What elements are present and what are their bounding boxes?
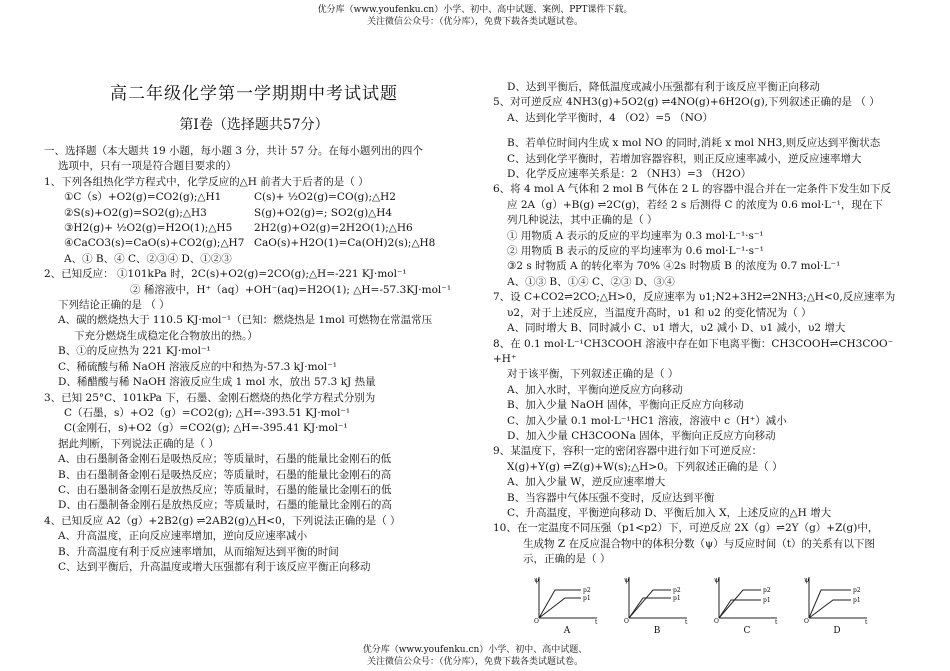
header-line-1: 优分库（www.youfenku.cn）小学、初中、高中试题、案例、PPT课件下载。 bbox=[317, 5, 633, 15]
y-label: ψ bbox=[714, 575, 720, 584]
q1-eq-4b: CaO(s)+H2O(1)=Ca(OH)2(s);△H8 bbox=[254, 237, 436, 250]
q1-stem: 1、下列各组热化学方程式中，化学反应的△H 前者大于后者的是（ ） bbox=[44, 175, 369, 188]
page-footer bbox=[0, 644, 950, 668]
y-label: ψ bbox=[534, 575, 540, 584]
q3-stem: 3、已知 25°C、101kPa 下，石墨、金刚石燃烧的热化学方程式分别为 bbox=[44, 391, 376, 404]
q9-option-c-d: C、升高温度，平衡逆向移动 D、平衡后加入 X，上述反应的△H 增大 bbox=[507, 506, 832, 519]
q8-option-b: B、加入少量 NaOH 固体，平衡向正反应方向移动 bbox=[507, 399, 744, 412]
q2-line-1: 2、已知反应： ①101kPa 时，2C(s)+O2(g)=2CO(g);△H=-221 KJ·mol⁻¹ bbox=[44, 268, 407, 281]
graph-a-plot bbox=[533, 574, 601, 624]
q1-eq-3a: ③H2(g)+ ½O2(g)=H2O(1);△H5 bbox=[64, 222, 233, 235]
q3-option-a: A、由石墨制备金刚石是吸热反应；等质量时，石墨的能量比金刚石的低 bbox=[58, 453, 392, 466]
curve-p2 bbox=[629, 598, 671, 618]
q7-stem-1: 7、设 C+CO2⇌2CO;△H>0，反应速率为 υ1;N2+3H2⇌2NH3;△H<0,反应速率为 bbox=[493, 291, 896, 304]
curve-label-p1: p1 bbox=[853, 596, 861, 604]
q2-option-d: D、稀醋酸与稀 NaOH 溶液反应生成 1 mol 水，放出 57.3 kJ 热量 bbox=[58, 376, 376, 389]
q4-option-b: B、升高温度有利于反应速率增加，从而缩短达到平衡的时间 bbox=[58, 545, 339, 558]
q3-option-d: D、由石墨制备金刚石是放热反应；等质量时，石墨的能量比金刚石的高 bbox=[58, 499, 392, 512]
graph-d-plot bbox=[803, 574, 871, 624]
curve-label-p2: p2 bbox=[763, 586, 771, 594]
q5-option-c: C、达到化学平衡时，若增加容器容积，则正反应速率减小，逆反应速率增大 bbox=[507, 152, 862, 165]
curve-label-p1: p1 bbox=[583, 594, 591, 602]
q1-row-2 bbox=[44, 206, 464, 221]
graph-d bbox=[803, 574, 871, 639]
y-label: ψ bbox=[804, 575, 810, 584]
q6-statement-1: ① 用物质 A 表示的反应的平均速率为 0.3 mol·L⁻¹·s⁻¹ bbox=[507, 229, 764, 242]
section-title: 第Ⅰ卷（选择题共57分） bbox=[179, 117, 329, 133]
q8-stem-1: 8、在 0.1 mol·L⁻¹CH3COOH 溶液中存在如下电离平衡：CH3COOH⇌CH3COO⁻ bbox=[493, 337, 894, 350]
q2-option-a: A、碳的燃烧热大于 110.5 KJ·mol⁻¹（已知：燃烧热是 1mol 可燃物在常温常压 bbox=[58, 314, 433, 327]
q6-statement-3-4: ③2 s 时物质 A 的转化率为 70% ④2s 时物质 B 的浓度为 0.7 mol·L⁻¹ bbox=[507, 260, 841, 273]
curve-label-p1: p1 bbox=[673, 594, 681, 602]
q4-option-a: A、升高温度，正向反应速率增加，逆向反应速率减小 bbox=[58, 530, 308, 543]
q1-options: A、① B、④ C、②③④ D、①②③ bbox=[64, 252, 232, 265]
q1-eq-2a: ②S(s)+O2(g)=SO2(g);△H3 bbox=[64, 206, 207, 219]
q8-stem-2: +H⁺ bbox=[493, 352, 517, 365]
header-line-2: 关注微信公众号：（优分库），免费下载各类试题试卷。 bbox=[366, 17, 583, 27]
curve-p2 bbox=[539, 590, 581, 618]
x-label: t bbox=[595, 618, 598, 624]
q4-option-c: C、达到平衡后，升高温度或增大压强都有利于该反应平衡正向移动 bbox=[58, 560, 371, 573]
graph-a-label: A bbox=[563, 625, 571, 636]
q7-stem-2: υ2，对于上述反应，当温度升高时，υ1 和 υ2 的变化情况为（ ） bbox=[507, 306, 812, 319]
q3-option-c: C、由石墨制备金刚石是放热反应；等质量时，石墨的能量比金刚石的低 bbox=[58, 483, 392, 496]
q1-eq-1b: C(s)+ ½O2(g)=CO(g);△H2 bbox=[254, 191, 396, 204]
q1-eq-1a: ①C（s）+O2(g)=CO2(g);△H1 bbox=[64, 191, 222, 204]
q8-option-d: D、加入少量 CH3COONa 固体，平衡向正反应方向移动 bbox=[507, 429, 776, 442]
q5-stem: 5、对可逆反应 4NH3(g)+5O2(g) ⇌4NO(g)+6H2O(g),下列叙述正确的是 （ ） bbox=[493, 96, 880, 109]
q10-stem-1: 10、在一定温度不同压强（p1<p2）下，可逆反应 2X（g）⇌2Y（g）+Z(g)中， bbox=[493, 522, 879, 535]
q3-eq-1: C（石墨，s）+O2（g）=CO2(g); △H=-393.51 KJ·mol⁻¹ bbox=[64, 406, 351, 419]
curve-p1 bbox=[539, 598, 581, 618]
q9-option-b: B、当容器中气体压强不变时，反应达到平衡 bbox=[507, 491, 715, 504]
q5-option-b: B、若单位时间内生成 x mol NO 的同时,消耗 x mol NH3,则反应达到平衡状态 bbox=[507, 137, 881, 150]
page-title: 高二年级化学第一学期期中考试试题 bbox=[110, 84, 398, 104]
page-header bbox=[0, 4, 950, 28]
curve-label-p2: p2 bbox=[673, 586, 681, 594]
x-label: t bbox=[685, 618, 688, 624]
q9-stem-2: X(g)+Y(g) ⇌Z(g)+W(s);△H>0。下列叙述正确的是（ ） bbox=[507, 460, 783, 473]
curve-p1 bbox=[629, 590, 671, 618]
q7-options: A、同时增大 B、同时减小 C、υ1 增大，υ2 减小 D、υ1 减小，υ2 增大 bbox=[507, 322, 846, 335]
q4-stem: 4、已知反应 A2（g）+2B2(g) ⇌2AB2(g)△H<0，下列说法正确的是（ ） bbox=[44, 514, 401, 527]
x-label: t bbox=[865, 618, 868, 624]
q4-option-d: D、达到平衡后，降低温度或减小压强都有利于该反应平衡正向移动 bbox=[507, 81, 820, 93]
q1-eq-4a: ④CaCO3(s)=CaO(s)+CO2(g);△H7 bbox=[64, 237, 245, 250]
curve-label-p2: p2 bbox=[853, 586, 861, 594]
right-column bbox=[493, 80, 913, 639]
graph-b-label: B bbox=[653, 625, 661, 636]
graph-a bbox=[533, 574, 601, 639]
q10-graphs bbox=[493, 574, 913, 639]
x-label: t bbox=[775, 618, 778, 624]
q2-line-2: ② 稀溶液中，H⁺（aq）+OH⁻(aq)=H2O(1); △H=-57.3KJ·mol⁻¹ bbox=[130, 283, 452, 296]
origin-label: O bbox=[534, 617, 539, 624]
q1-eq-3b: 2H2(g)+O2(g)=2H2O(1);△H6 bbox=[254, 222, 413, 235]
q8-option-c: C、加入少量 0.1 mol·L⁻¹HC1 溶液，溶液中 c（H⁺）减小 bbox=[507, 414, 787, 427]
instructions-line-1: 一、选择题（本大题共 19 小题，每小题 3 分，共计 57 分。在每小题列出的四个 bbox=[44, 145, 423, 157]
origin-label: O bbox=[714, 617, 719, 624]
q6-stem-3: 列几种说法，其中正确的是（ ） bbox=[507, 214, 658, 227]
q8-option-a: A、加入水时，平衡向逆反应方向移动 bbox=[507, 383, 683, 396]
q2-option-b: B、①的反应热为 221 KJ·mol⁻¹ bbox=[58, 345, 211, 358]
graph-b bbox=[623, 574, 691, 639]
origin-label: O bbox=[624, 617, 629, 624]
q2-option-c: C、稀硫酸与稀 NaOH 溶液反应的中和热为-57.3 kJ·mol⁻¹ bbox=[58, 360, 337, 373]
curve-p2 bbox=[719, 590, 761, 618]
q1-row-3 bbox=[44, 221, 464, 236]
curve-label-p1: p1 bbox=[763, 596, 771, 604]
origin-label: O bbox=[804, 617, 809, 624]
q3-option-b: B、由石墨制备金刚石是吸热反应；等质量时，石墨的能量比金刚石的高 bbox=[58, 468, 392, 481]
q5-option-d: D、化学反应速率关系是：2 （NH3）=3 （H2O） bbox=[507, 168, 752, 181]
graph-c bbox=[713, 574, 781, 639]
q2-option-a-cont: 下充分燃烧生成稳定化合物放出的热。） bbox=[74, 329, 258, 342]
graph-b-plot bbox=[623, 574, 691, 624]
q9-stem-1: 9、某温度下，容积一定的密闭容器中进行如下可逆反应： bbox=[493, 445, 763, 458]
q9-option-a: A、加入少量 W，逆反应速率增大 bbox=[507, 476, 666, 489]
graph-c-plot bbox=[713, 574, 781, 624]
graph-c-label: C bbox=[743, 625, 751, 636]
curve-label-p2: p2 bbox=[583, 586, 591, 594]
left-column bbox=[44, 84, 464, 575]
q6-stem-1: 6、将 4 mol A 气体和 2 mol B 气体在 2 L 的容器中混合并在一定条件下发生如下反 bbox=[493, 183, 891, 196]
footer-line-1: 优分库（www.youfenku.cn）小学、初中、高中试题、 bbox=[362, 645, 588, 655]
curve-p1 bbox=[719, 600, 761, 618]
q5-option-a: A、达到化学平衡时，4 （O2）=5 （NO） bbox=[507, 111, 714, 124]
q10-stem-2: 生成物 Z 在反应混合物中的体积分数（ψ）与反应时间（t）的关系有以下图 bbox=[523, 537, 875, 550]
q2-line-3: 下列结论正确的是 （ ） bbox=[58, 299, 170, 312]
q8-question: 对于该平衡，下列叙述正确的是（ ） bbox=[507, 368, 679, 381]
q1-row-1 bbox=[44, 190, 464, 205]
graph-d-label: D bbox=[833, 625, 841, 636]
q10-stem-3: 示，正确的是（ ） bbox=[523, 553, 611, 566]
q3-question: 据此判断，下列说法正确的是（ ） bbox=[58, 437, 219, 450]
q3-eq-2: C(金刚石，s)+O2（g）=CO2(g); △H=-395.41 KJ·mol⁻¹ bbox=[64, 422, 348, 435]
q1-eq-2b: S(g)+O2(g)=; SO2(g)△H4 bbox=[254, 206, 393, 219]
instructions-line-2: 选项中，只有一项是符合题目要求的） bbox=[58, 160, 237, 173]
q1-row-4 bbox=[44, 236, 464, 251]
q6-options: A、①③ B、①④ C、②③ D、③④ bbox=[507, 275, 675, 288]
q6-stem-2: 应 2A（g）+B(g) ⇌2C(g)，若经 2 s 后测得 C 的浓度为 0.6 mol·L⁻¹，现在下 bbox=[507, 198, 883, 211]
q6-statement-2: ② 用物质 B 表示的反应的平均速率为 0.6 mol·L⁻¹·s⁻¹ bbox=[507, 245, 764, 258]
footer-line-2: 关注微信公众号：（优分库），免费下载各类试题试卷。 bbox=[366, 657, 583, 667]
y-label: ψ bbox=[624, 575, 630, 584]
